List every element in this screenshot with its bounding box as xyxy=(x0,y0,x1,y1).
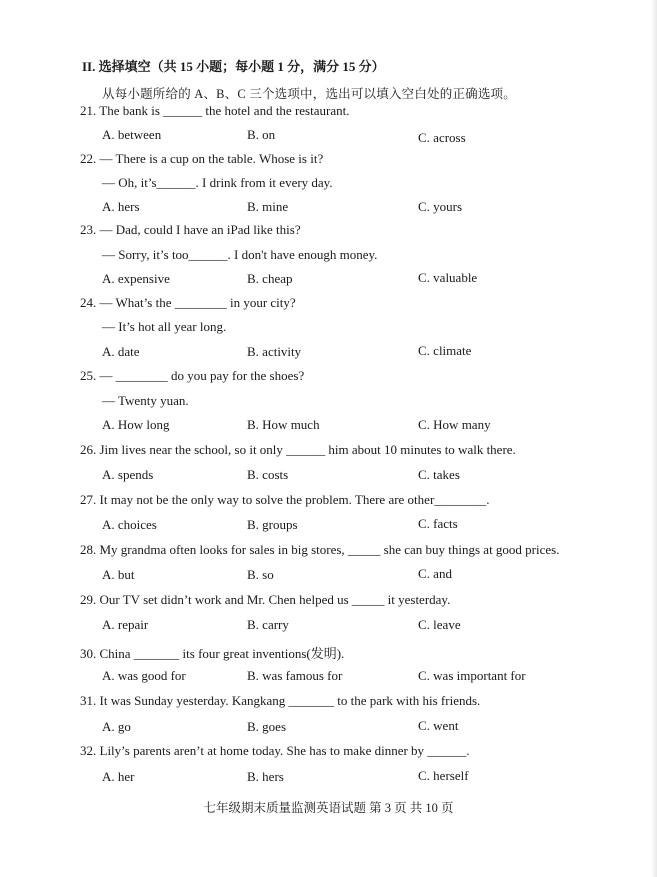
question-32-option-c: C. herself xyxy=(418,768,469,783)
question-21-stem: 21. The bank is ______ the hotel and the restaurant. xyxy=(80,103,350,118)
question-26-option-b: B. costs xyxy=(247,467,289,482)
question-22-option-a: A. hers xyxy=(102,199,140,214)
question-30-option-c: C. was important for xyxy=(418,668,526,683)
question-28-option-a: A. but xyxy=(102,567,135,582)
question-31-stem: 31. It was Sunday yesterday. Kangkang _______ to the park with his friends. xyxy=(80,693,481,708)
question-32-stem: 32. Lily’s parents aren’t at home today. She has to make dinner by ______. xyxy=(80,743,470,758)
question-31-option-a: A. go xyxy=(102,719,131,734)
question-24-stem: 24. — What’s the ________ in your city? xyxy=(80,295,296,310)
question-27-option-b: B. groups xyxy=(247,517,298,532)
question-28-option-b: B. so xyxy=(247,567,274,582)
question-24-option-c: C. climate xyxy=(418,343,472,358)
question-30-option-a: A. was good for xyxy=(102,668,186,683)
question-24-option-b: B. activity xyxy=(247,344,302,359)
question-26-option-a: A. spends xyxy=(102,467,154,482)
question-32-option-a: A. her xyxy=(102,769,135,784)
question-25-option-a: A. How long xyxy=(102,417,170,432)
question-27-option-c: C. facts xyxy=(418,516,458,531)
question-30-option-b: B. was famous for xyxy=(247,668,343,683)
question-29-option-c: C. leave xyxy=(418,617,461,632)
question-22-option-c: C. yours xyxy=(418,199,463,214)
section-number: II. xyxy=(82,59,96,74)
question-28-stem: 28. My grandma often looks for sales in big stores, _____ she can buy things at good prices. xyxy=(80,542,560,557)
question-25-reply: — Twenty yuan. xyxy=(102,393,189,408)
question-31-option-c: C. went xyxy=(418,718,459,733)
question-23-option-b: B. cheap xyxy=(247,271,293,286)
question-23-stem: 23. — Dad, could I have an iPad like this? xyxy=(80,222,301,237)
question-23-reply: — Sorry, it’s too______. I don't have enough money. xyxy=(102,247,378,262)
question-27-stem: 27. It may not be the only way to solve the problem. There are other________. xyxy=(80,492,490,507)
question-25-option-c: C. How many xyxy=(418,417,491,432)
question-22-reply: — Oh, it’s______. I drink from it every day. xyxy=(102,175,333,190)
section-title: 选择填空（共 15 小题；每小题 1 分，满分 15 分） xyxy=(98,59,385,74)
question-30-stem: 30. China _______ its four great inventions(发明). xyxy=(80,646,345,661)
question-31-option-b: B. goes xyxy=(247,719,286,734)
question-29-option-b: B. carry xyxy=(247,617,289,632)
question-25-stem: 25. — ________ do you pay for the shoes? xyxy=(80,368,305,383)
page-edge-shadow xyxy=(651,0,657,877)
question-26-stem: 26. Jim lives near the school, so it only ______ him about 10 minutes to walk there. xyxy=(80,442,516,457)
section-instruction: 从每小题所给的 A、B、C 三个选项中，选出可以填入空白处的正确选项。 xyxy=(102,87,516,101)
question-23-option-a: A. expensive xyxy=(102,271,170,286)
question-22-option-b: B. mine xyxy=(247,199,289,214)
page-footer: 七年级期末质量监测英语试题 第 3 页 共 10 页 xyxy=(203,801,454,815)
question-32-option-b: B. hers xyxy=(247,769,284,784)
question-22-stem: 22. — There is a cup on the table. Whose is it? xyxy=(80,151,324,166)
question-24-option-a: A. date xyxy=(102,344,140,359)
question-25-option-b: B. How much xyxy=(247,417,320,432)
question-21-option-b: B. on xyxy=(247,127,276,142)
question-24-reply: — It’s hot all year long. xyxy=(102,319,227,334)
question-26-option-c: C. takes xyxy=(418,467,460,482)
section-heading xyxy=(82,56,385,75)
question-21-option-a: A. between xyxy=(102,127,162,142)
question-27-option-a: A. choices xyxy=(102,517,157,532)
question-29-stem: 29. Our TV set didn’t work and Mr. Chen helped us _____ it yesterday. xyxy=(80,592,451,607)
question-29-option-a: A. repair xyxy=(102,617,149,632)
question-28-option-c: C. and xyxy=(418,566,452,581)
question-21-option-c: C. across xyxy=(418,130,466,145)
question-23-option-c: C. valuable xyxy=(418,270,478,285)
